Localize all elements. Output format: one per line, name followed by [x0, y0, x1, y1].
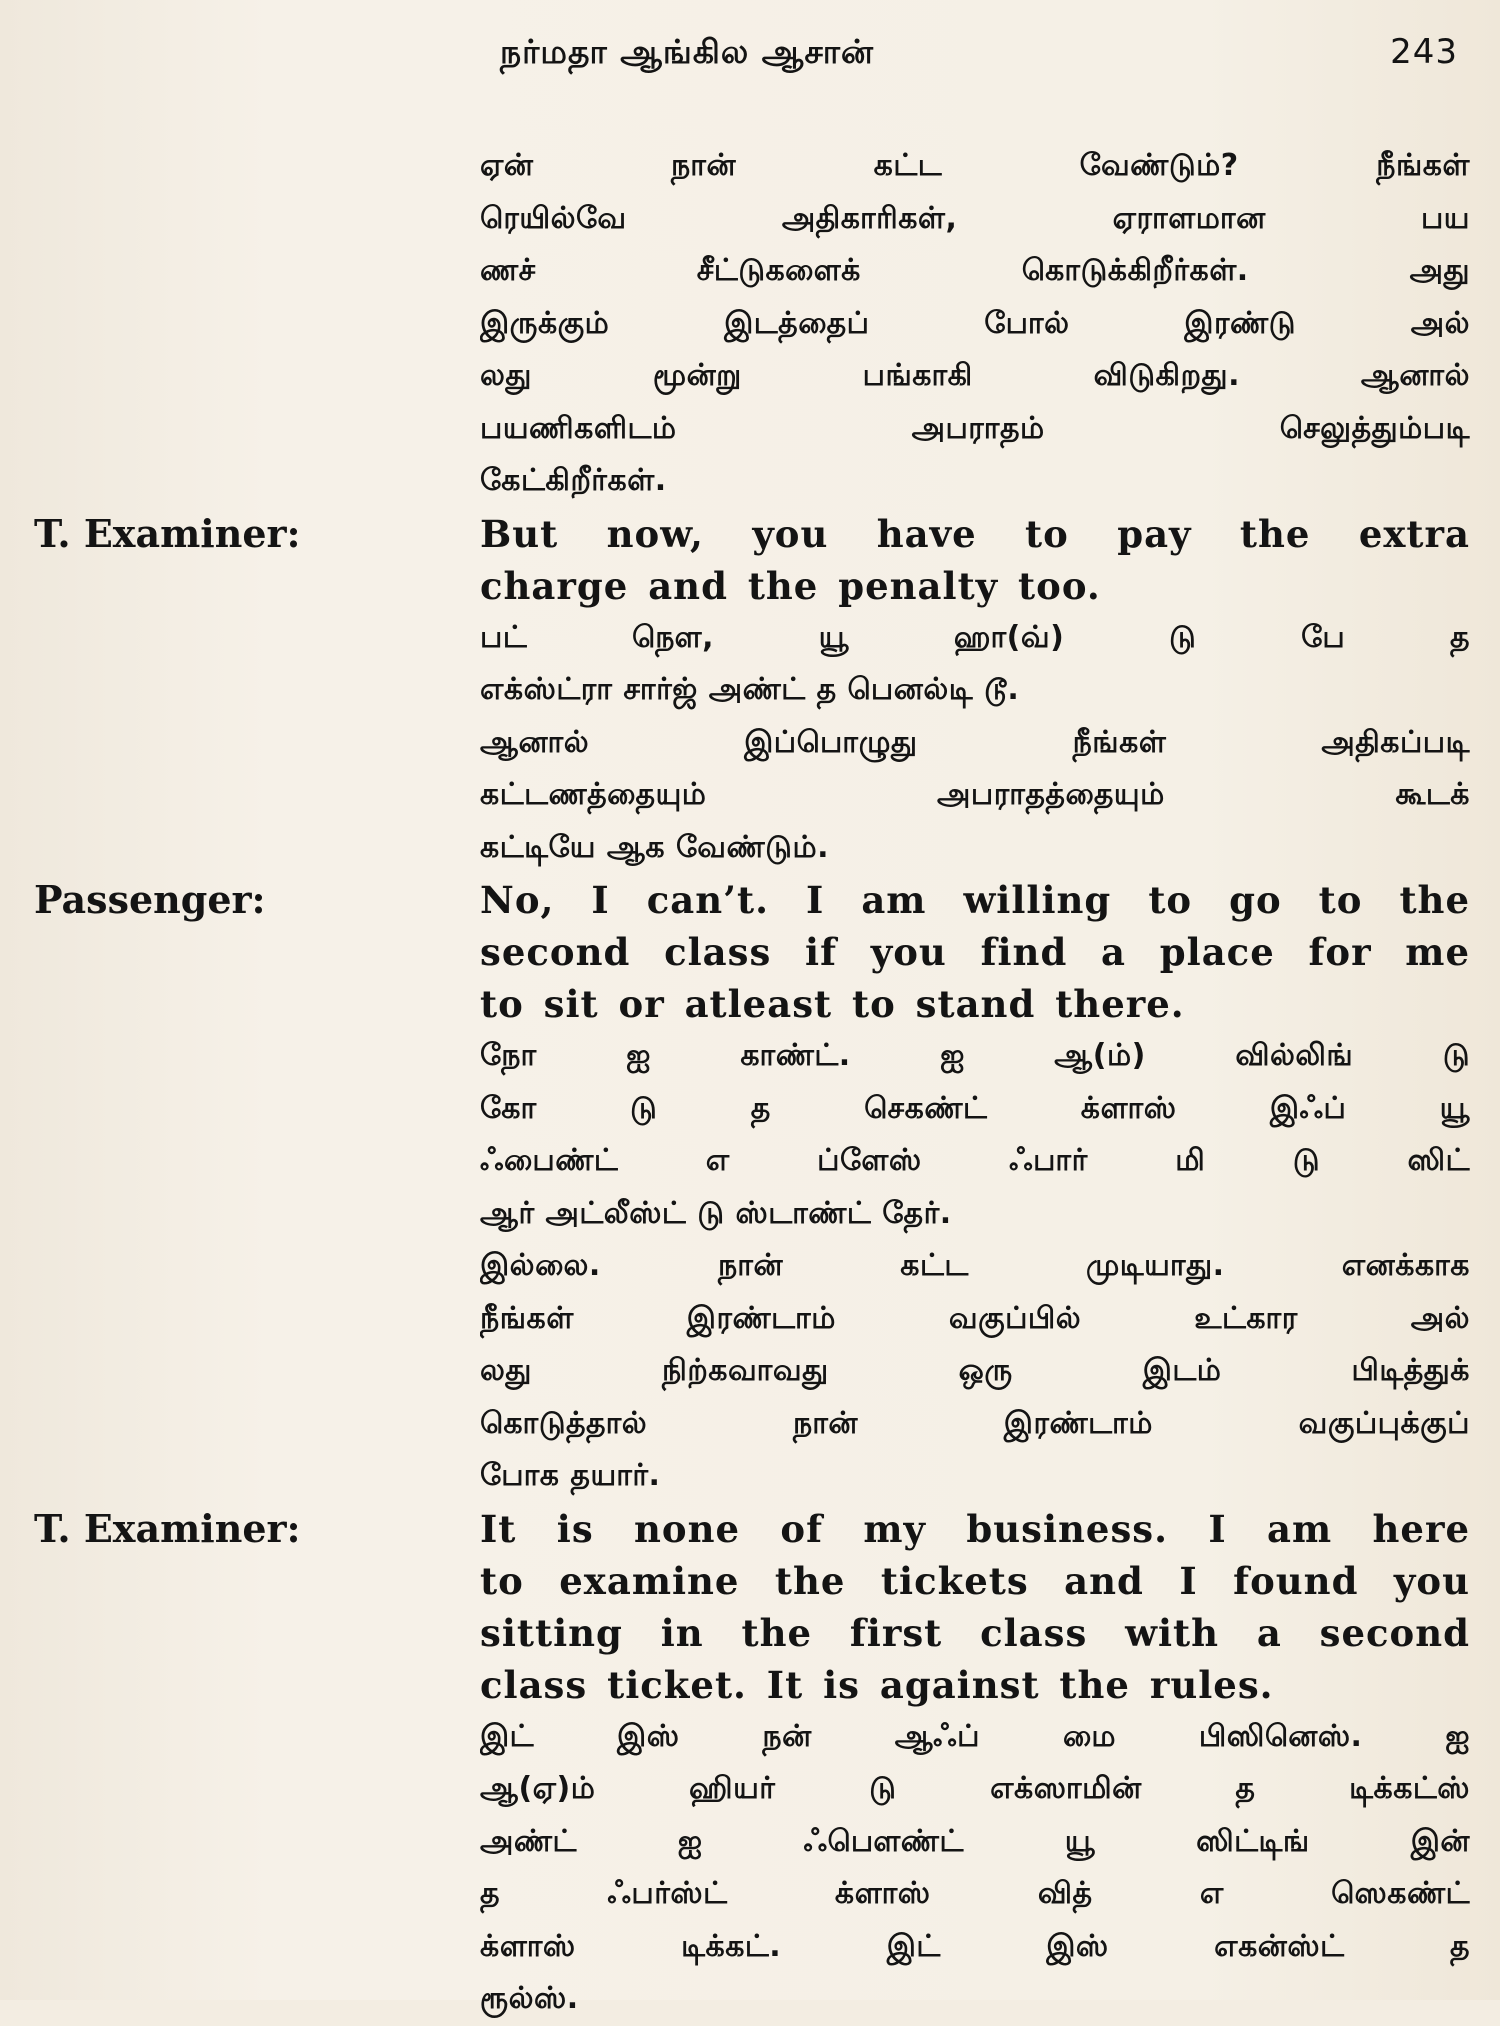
translation-line: கொடுத்தால் நான் இரண்டாம் வகுப்புக்குப்	[480, 1405, 1470, 1441]
translation-line: நீங்கள் இரண்டாம் வகுப்பில் உட்கார அல்	[480, 1300, 1470, 1336]
english-line: to sit or atleast to stand there.	[480, 982, 1185, 1026]
dialogue-block	[0, 874, 1500, 1503]
dialogue-text	[480, 140, 1470, 508]
dialogue-block	[0, 140, 1500, 508]
translation-line: கட்டியே ஆக வேண்டும்.	[480, 829, 829, 865]
translation-line: இல்லை. நான் கட்ட முடியாது. எனக்காக	[480, 1248, 1470, 1283]
translation-line: லது மூன்று பங்காகி விடுகிறது. ஆனால்	[480, 358, 1470, 393]
page-number: 243	[1390, 32, 1458, 72]
transliteration-line: எக்ஸ்ட்ரா சார்ஜ் அண்ட் த பெனல்டி டூ.	[480, 672, 1020, 707]
translation-line: கட்டணத்தையும் அபராதத்தையும் கூடக்	[480, 777, 1470, 812]
transliteration-line: ஃபைண்ட் எ ப்ளேஸ் ஃபார் மி டு ஸிட்	[480, 1143, 1470, 1178]
transliteration-line: த ஃபர்ஸ்ட் க்ளாஸ் வித் எ ஸெகண்ட்	[480, 1876, 1470, 1911]
dialogue-content	[0, 140, 1500, 2026]
book-title: நர்மதா ஆங்கில ஆசான்	[500, 32, 875, 71]
translation-line: இருக்கும் இடத்தைப் போல் இரண்டு அல்	[480, 305, 1470, 341]
english-line: But now, you have to pay the extra	[480, 511, 1470, 556]
speaker-label: T. Examiner:	[34, 1505, 301, 1551]
dialogue-block	[0, 508, 1500, 875]
english-line: It is none of my business. I am here	[480, 1506, 1470, 1551]
transliteration-line: ஆ(ஏ)ம் ஹியர் டு எக்ஸாமின் த டிக்கட்ஸ்	[480, 1771, 1470, 1806]
translation-line: லது நிற்கவாவது ஒரு இடம் பிடித்துக்	[480, 1353, 1470, 1388]
transliteration-line: இட் இஸ் நன் ஆஃப் மை பிஸினெஸ். ஐ	[480, 1718, 1470, 1754]
translation-line: ரெயில்வே அதிகாரிகள், ஏராளமான பய	[480, 200, 1470, 236]
transliteration-line: அண்ட் ஐ ஃபௌண்ட் யூ ஸிட்டிங் இன்	[480, 1823, 1470, 1859]
translation-line: ஏன் நான் கட்ட வேண்டும்? நீங்கள்	[480, 148, 1470, 183]
transliteration-line: ஆர் அட்லீஸ்ட் டு ஸ்டாண்ட் தேர்.	[480, 1195, 952, 1231]
transliteration-line: ரூல்ஸ்.	[480, 1981, 579, 2016]
dialogue-block	[0, 1503, 1500, 2026]
dialogue-text	[480, 1503, 1470, 2026]
translation-line: போக தயார்.	[480, 1458, 661, 1493]
dialogue-text	[480, 508, 1470, 875]
transliteration-line: க்ளாஸ் டிக்கட். இட் இஸ் எகன்ஸ்ட் த	[480, 1928, 1470, 1964]
english-line: to examine the tickets and I found you	[480, 1558, 1470, 1603]
running-header	[0, 28, 1500, 88]
dialogue-text	[480, 874, 1470, 1503]
translation-line: கேட்கிறீர்கள்.	[480, 463, 667, 498]
translation-line: ஆனால் இப்பொழுது நீங்கள் அதிகப்படி	[480, 724, 1470, 760]
english-line: second class if you find a place for me	[480, 930, 1470, 974]
speaker-label: T. Examiner:	[34, 510, 301, 556]
english-line: class ticket. It is against the rules.	[480, 1662, 1274, 1707]
english-line: No, I can’t. I am willing to go to the	[480, 878, 1470, 922]
transliteration-line: கோ டு த செகண்ட் க்ளாஸ் இஃப் யூ	[480, 1090, 1470, 1126]
translation-line: பயணிகளிடம் அபராதம் செலுத்தும்படி	[480, 410, 1470, 446]
english-line: sitting in the first class with a second	[480, 1610, 1470, 1655]
translation-line: ணச் சீட்டுகளைக் கொடுக்கிறீர்கள். அது	[480, 253, 1470, 288]
speaker-label: Passenger:	[34, 877, 266, 922]
transliteration-line: நோ ஐ காண்ட். ஐ ஆ(ம்) வில்லிங் டு	[480, 1038, 1470, 1073]
transliteration-line: பட் நௌ, யூ ஹா(வ்) டு பே த	[480, 619, 1470, 655]
english-line: charge and the penalty too.	[480, 563, 1101, 608]
